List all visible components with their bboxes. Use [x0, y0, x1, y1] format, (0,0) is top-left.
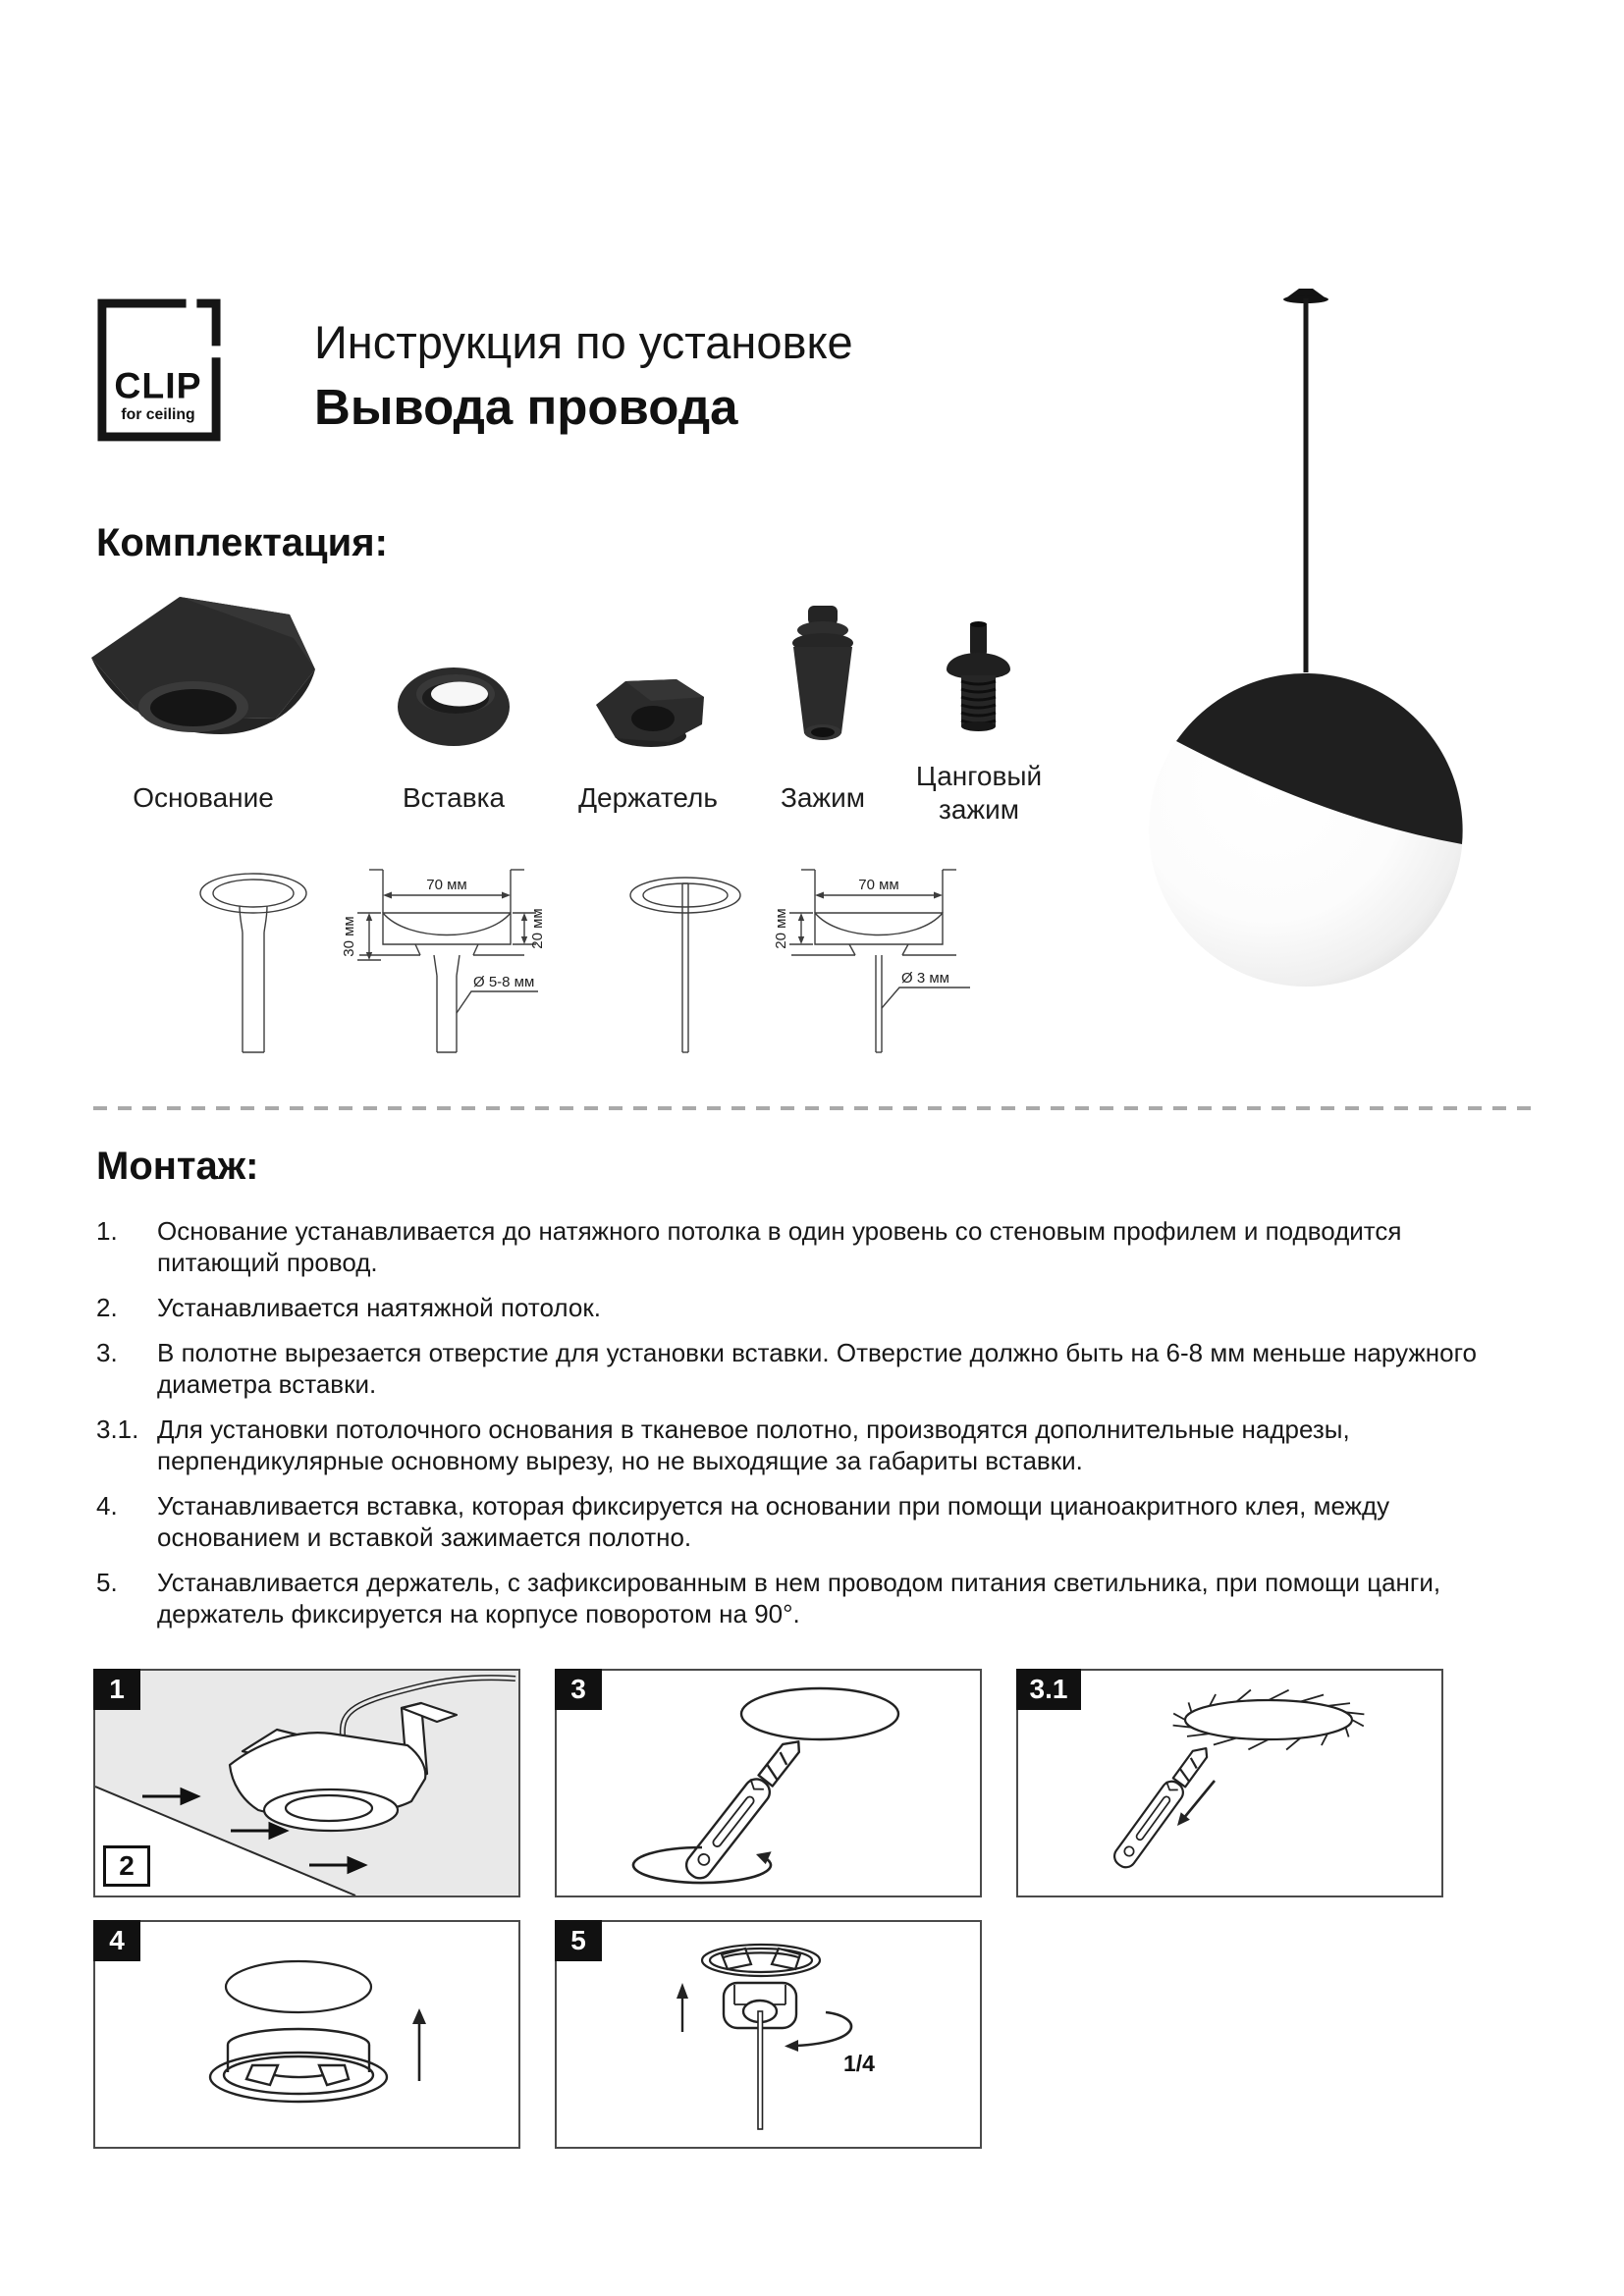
step-number: 3.1. [96, 1415, 139, 1444]
holder-dimension-drawing [609, 856, 992, 1067]
dashed-divider [93, 1106, 1532, 1110]
step-4 [96, 1490, 1515, 1553]
logo-tagline-text: for ceiling [121, 406, 195, 424]
dim-width-label: 70 мм [426, 877, 467, 893]
insert-dimension-drawing [177, 856, 560, 1067]
step-2 [96, 1292, 1515, 1323]
utility-knife-icon [1110, 1741, 1214, 1872]
cut-direction-arrow [1183, 1781, 1215, 1819]
base-photo-icon [83, 579, 324, 756]
dim-height-body-label: 20 мм [773, 908, 789, 949]
panel-badge-1: 1 [93, 1669, 140, 1710]
part-clamp [764, 574, 882, 815]
dim-hole-diameter-label: Ø 5-8 мм [473, 974, 535, 990]
clip-logo [96, 297, 222, 443]
panel-badge-2: 2 [103, 1845, 150, 1887]
extra-cuts-diagram [1018, 1671, 1441, 1896]
step-number: 5. [96, 1568, 118, 1597]
quarter-turn-label: 1/4 [843, 2051, 875, 2076]
part-insert-label: Вставка [402, 782, 506, 813]
cutting-hole-diagram [557, 1671, 980, 1896]
diagram-panel-step5 [555, 1920, 982, 2149]
step-5 [96, 1567, 1515, 1629]
ceiling-base-diagram [95, 1671, 518, 1896]
panel-badge-3: 3 [555, 1669, 602, 1710]
notch-ticks [1173, 1690, 1365, 1750]
diagram-panel-step3 [555, 1669, 982, 1897]
holder-install-diagram [557, 1922, 980, 2147]
document-title [314, 310, 853, 440]
logo-brand-text: CLIP [114, 364, 202, 406]
montage-heading: Монтаж: [96, 1145, 259, 1188]
step-number: 3. [96, 1338, 118, 1367]
title-line-1: Инструкция по установке [314, 316, 853, 368]
dim-height-body-label: 20 мм [529, 908, 546, 949]
step-3-1 [96, 1414, 1515, 1476]
step-number: 2. [96, 1293, 118, 1322]
pendant-lamp-illustration [1119, 285, 1502, 1001]
panel-badge-3-1: 3.1 [1016, 1669, 1081, 1710]
panel-badge-4: 4 [93, 1920, 140, 1961]
quarter-turn-arrow [796, 2012, 851, 2046]
step-text: Устанавливается наятяжной потолок. [157, 1293, 601, 1322]
part-clamp-label: Зажим [780, 782, 866, 813]
insert-photo-icon [390, 653, 517, 756]
panel-badge-5: 5 [555, 1920, 602, 1961]
step-1 [96, 1215, 1515, 1278]
dim-height-total-label: 30 мм [341, 916, 357, 957]
dim-width-label: 70 мм [858, 877, 899, 893]
kit-heading: Комплектация: [96, 521, 388, 564]
clamp-photo-icon [779, 604, 867, 756]
part-holder-label: Держатель [578, 782, 718, 813]
insert-install-diagram [95, 1922, 518, 2147]
part-collet-clamp-label: Цанговый зажим [915, 761, 1043, 825]
part-holder [574, 574, 722, 815]
step-text: Основание устанавливается до натяжного потолка в один уровень со стеновым профилем и подводится питающий провод. [157, 1216, 1402, 1277]
diagram-panel-step4 [93, 1920, 520, 2149]
montage-steps [96, 1215, 1515, 1629]
title-line-2: Вывода провода [314, 379, 738, 435]
part-base [81, 574, 326, 815]
part-insert [380, 574, 527, 815]
part-collet-clamp [915, 574, 1043, 827]
clip-logo-frame-icon [96, 297, 222, 443]
dim-hole-diameter-label: Ø 3 мм [901, 970, 949, 987]
part-base-label: Основание [133, 782, 274, 813]
holder-photo-icon [582, 667, 715, 756]
step-3 [96, 1337, 1515, 1400]
step-number: 1. [96, 1216, 118, 1246]
utility-knife-icon [681, 1733, 807, 1883]
step-text: Устанавливается вставка, которая фиксируется на основании при помощи цианоакритного клея, между основанием и вставкой зажимается полотно. [157, 1491, 1390, 1552]
diagram-panel-step1-2 [93, 1669, 520, 1897]
step-text: Для установки потолочного основания в тканевое полотно, производятся дополнительные надрезы, перпендикулярные основному вырезу, но не выходящие за габариты вставки. [157, 1415, 1350, 1475]
diagram-panel-step3-1 [1016, 1669, 1443, 1897]
step-text: Устанавливается держатель, с зафиксированным в нем проводом питания светильника, при помощи цанги, держатель фиксируется на корпусе поворотом на 90°. [157, 1568, 1441, 1629]
step-number: 4. [96, 1491, 118, 1521]
lamp-rod [1304, 298, 1309, 693]
collet-clamp-photo-icon [935, 618, 1023, 756]
step-text: В полотне вырезается отверстие для установки вставки. Отверстие должно быть на 6-8 мм меньше наружного диаметра вставки. [157, 1338, 1477, 1399]
